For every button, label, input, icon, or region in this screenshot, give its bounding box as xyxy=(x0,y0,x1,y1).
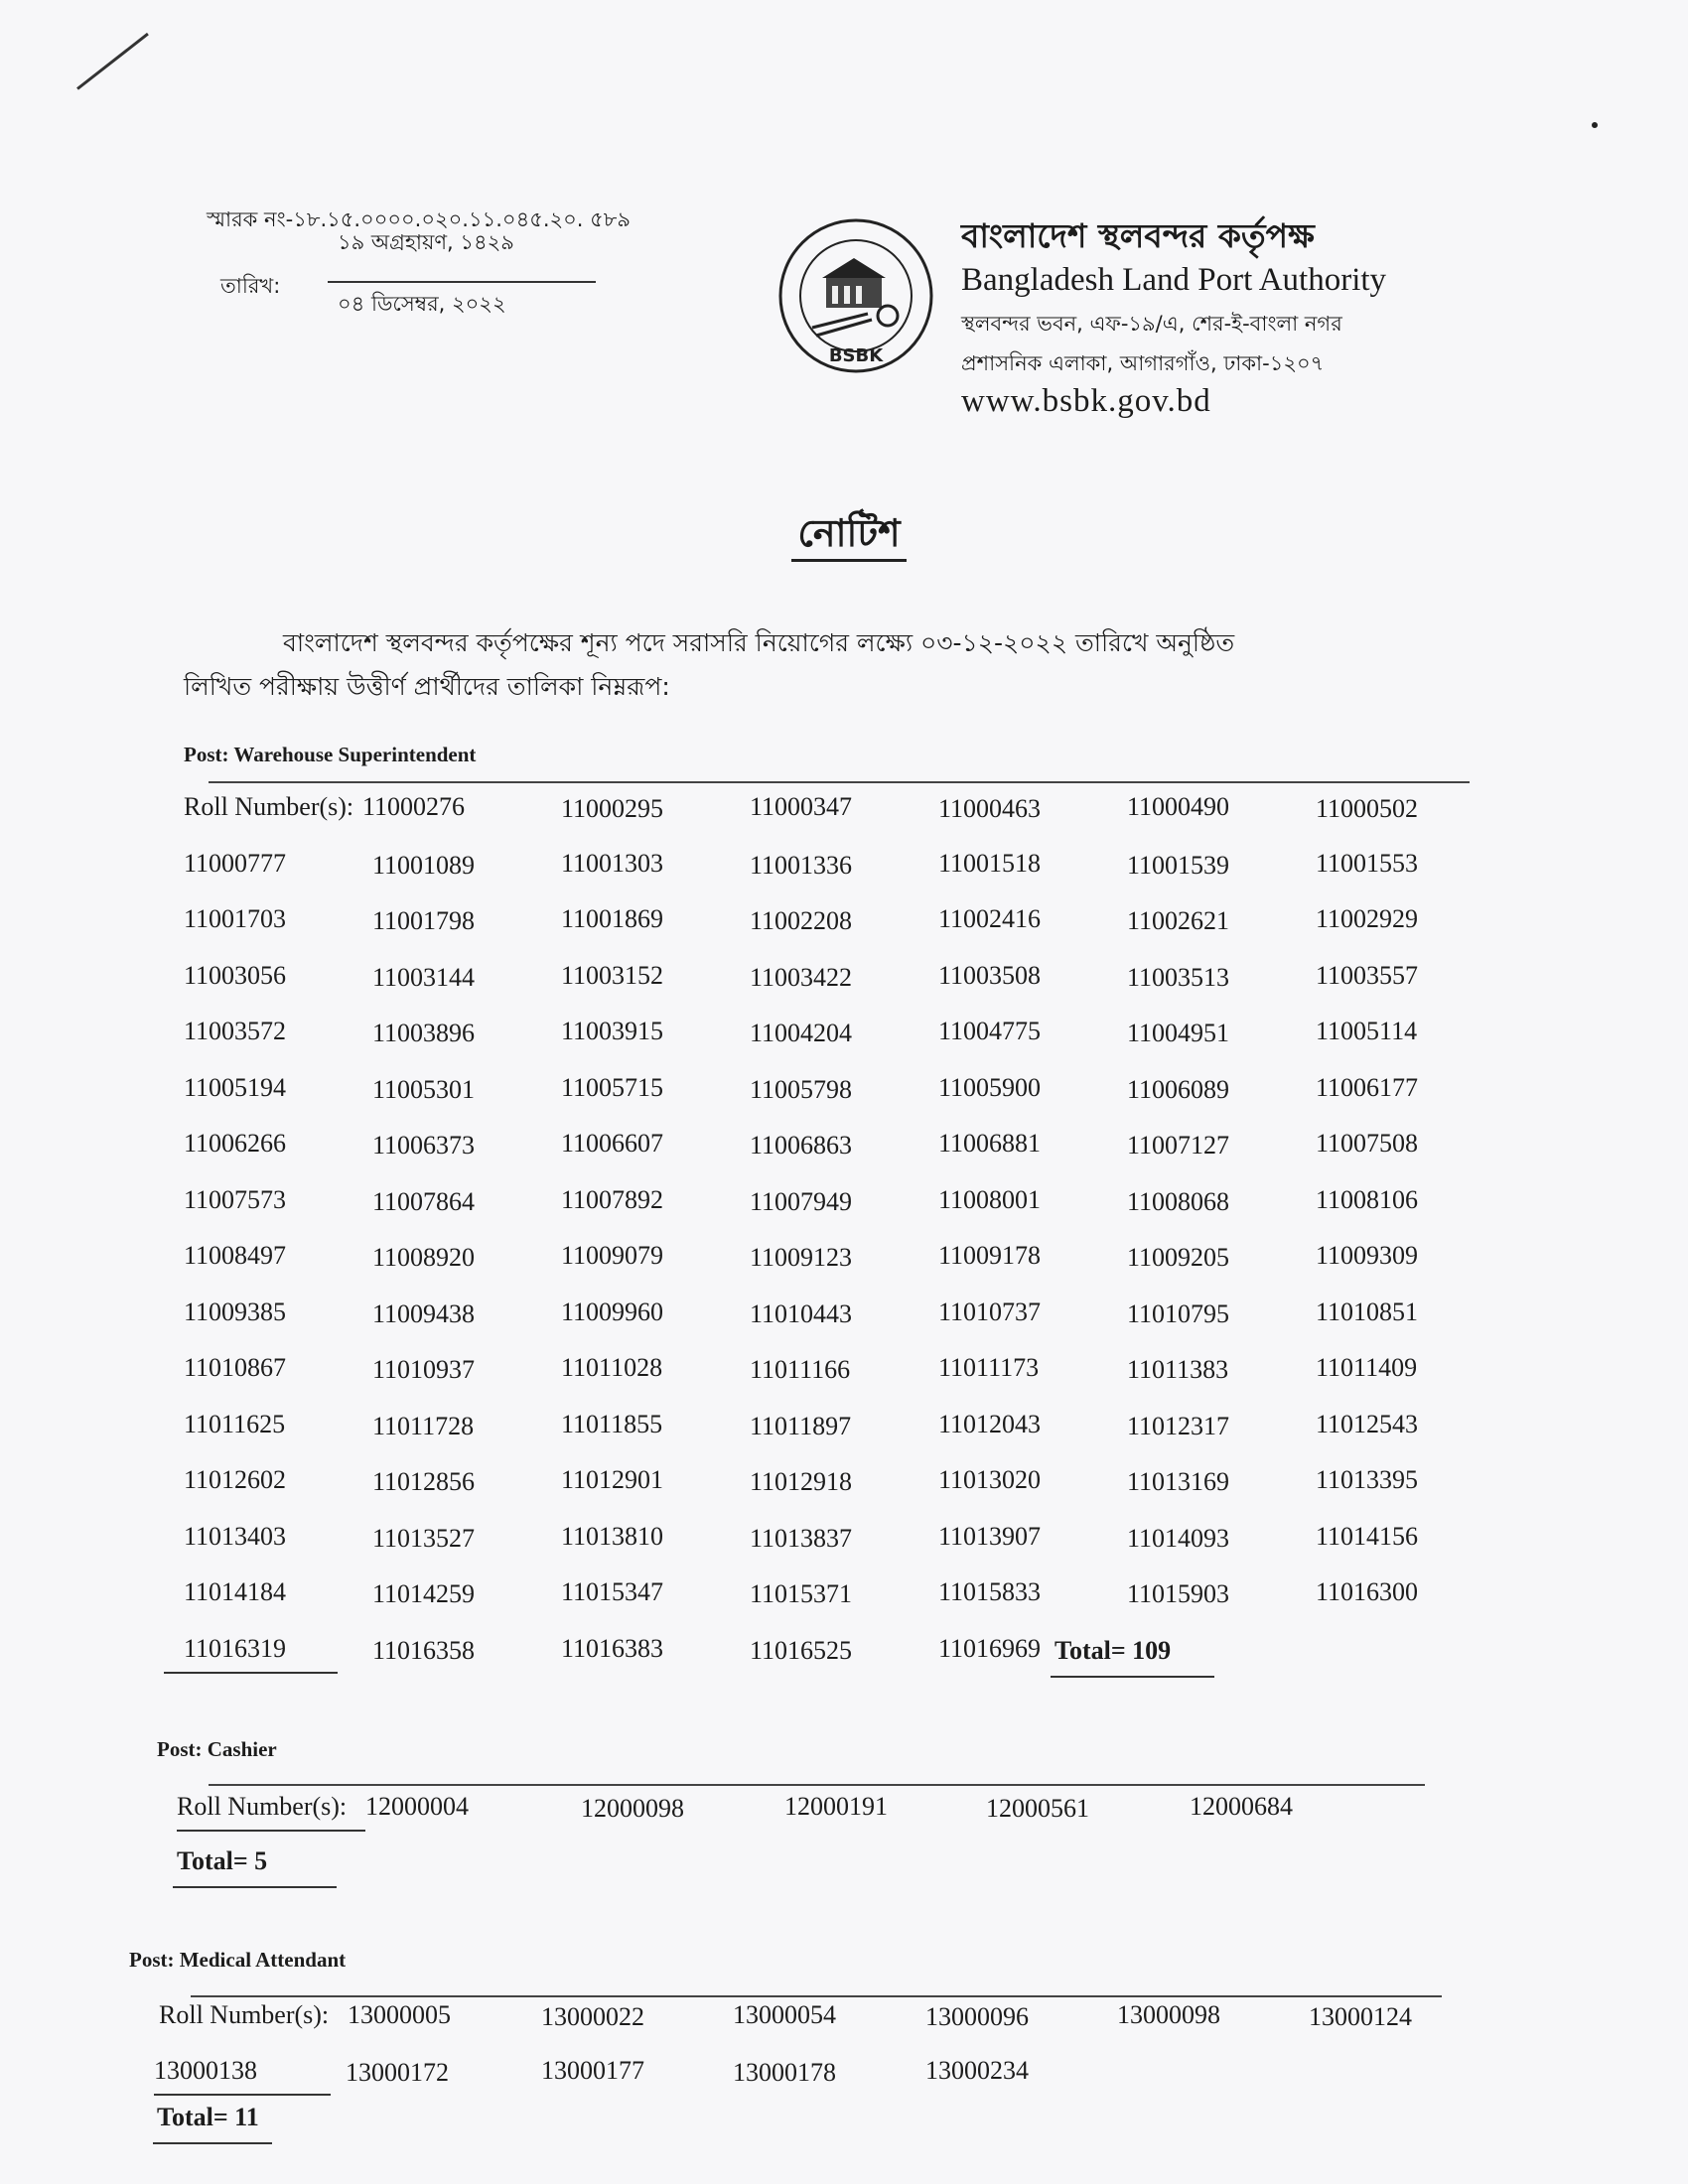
roll-number: 11010795 xyxy=(1127,1298,1230,1328)
roll-number: 11014156 xyxy=(1316,1521,1419,1551)
roll-number: 13000096 xyxy=(925,2002,1029,2031)
cell-underline xyxy=(164,1672,338,1674)
roll-number: 11000490 xyxy=(1127,792,1230,821)
roll-number: 11010851 xyxy=(1316,1297,1419,1326)
roll-number: 11000347 xyxy=(750,792,853,821)
roll-number: 11005114 xyxy=(1316,1017,1418,1045)
date-bangla: ১৯ অগ্রহায়ণ, ১৪২৯ xyxy=(338,230,514,254)
roll-number: 12000004 xyxy=(365,1792,469,1821)
roll-number: 11000502 xyxy=(1316,794,1419,823)
roll-number: 11009123 xyxy=(750,1243,853,1272)
roll-number: 11011173 xyxy=(938,1353,1040,1382)
website: www.bsbk.gov.bd xyxy=(961,383,1211,419)
roll-number: 13000124 xyxy=(1309,2002,1412,2031)
roll-number: 11008068 xyxy=(1127,1186,1230,1216)
roll-number: 11005301 xyxy=(372,1074,476,1104)
roll-number: 12000561 xyxy=(986,1794,1089,1823)
roll-number: 11013169 xyxy=(1127,1467,1230,1496)
roll-number: 11011028 xyxy=(561,1353,663,1382)
roll-number-label: Roll Number(s): xyxy=(159,2000,330,2029)
roll-number: 11012901 xyxy=(561,1465,664,1494)
roll-number: 11002929 xyxy=(1316,904,1419,933)
roll-number: 11003056 xyxy=(184,960,287,990)
roll-number: 13000098 xyxy=(1117,2000,1220,2029)
roll-number: 11013810 xyxy=(561,1521,664,1551)
roll-number: 11009178 xyxy=(938,1241,1042,1270)
post-total: Total= 11 xyxy=(157,2103,259,2131)
roll-number: 11002208 xyxy=(750,906,853,935)
roll-number: 11006177 xyxy=(1316,1072,1419,1102)
roll-number: 11003572 xyxy=(184,1017,287,1045)
roll-number: 11009960 xyxy=(561,1297,664,1326)
roll-number: 11001089 xyxy=(372,850,476,880)
roll-number: 11003557 xyxy=(1316,960,1419,990)
roll-number: 11016525 xyxy=(750,1635,853,1665)
post-divider xyxy=(191,1995,1442,1997)
notice-intro-line-2: লিখিত পরীক্ষায় উত্তীর্ণ প্রার্থীদের তালিকা নিম্নরূপ: xyxy=(184,672,670,701)
roll-number: 11005715 xyxy=(561,1072,664,1102)
roll-number: 11001553 xyxy=(1316,848,1419,878)
roll-number: 12000684 xyxy=(1190,1792,1293,1821)
roll-label-underline xyxy=(177,1830,365,1832)
roll-number: 11003144 xyxy=(372,962,476,992)
roll-number-label: Roll Number(s): xyxy=(177,1792,348,1821)
roll-number: 11000295 xyxy=(561,794,664,823)
roll-number: 11007127 xyxy=(1127,1131,1230,1160)
roll-number: 11001539 xyxy=(1127,850,1230,880)
total-underline xyxy=(1051,1676,1214,1678)
roll-number: 11016383 xyxy=(561,1633,664,1663)
bsbk-seal-logo xyxy=(776,216,935,375)
roll-number: 11015371 xyxy=(750,1579,853,1608)
roll-number: 11003896 xyxy=(372,1019,476,1047)
roll-number: 11013395 xyxy=(1316,1465,1419,1494)
roll-number: 12000191 xyxy=(784,1792,888,1821)
roll-number: 11015833 xyxy=(938,1577,1042,1606)
post-label: Post: Cashier xyxy=(157,1737,277,1761)
roll-number: 11001518 xyxy=(938,848,1042,878)
roll-number: 11010737 xyxy=(938,1297,1042,1326)
ink-dot xyxy=(1592,122,1598,128)
roll-number: 11009309 xyxy=(1316,1241,1419,1270)
roll-number: 11002416 xyxy=(938,904,1042,933)
roll-number: 11016319 xyxy=(184,1633,287,1663)
roll-number: 11013907 xyxy=(938,1521,1042,1551)
roll-number: 11014184 xyxy=(184,1577,287,1606)
date-english: ০৪ ডিসেম্বর, ২০২২ xyxy=(338,292,506,316)
roll-number: 11010937 xyxy=(372,1355,476,1384)
notice-title xyxy=(0,504,1688,568)
roll-number: 11011855 xyxy=(561,1409,663,1438)
org-name-bangla: বাংলাদেশ স্থলবন্দর কর্তৃপক্ষ xyxy=(961,216,1315,255)
roll-number: 11008497 xyxy=(184,1241,287,1270)
roll-number: 11008920 xyxy=(372,1243,476,1272)
roll-number: 11000777 xyxy=(184,848,287,878)
pen-scratch-mark xyxy=(76,33,149,90)
post-divider xyxy=(209,781,1470,783)
roll-number: 11001303 xyxy=(561,848,664,878)
roll-number: 11006373 xyxy=(372,1131,476,1160)
date-divider xyxy=(328,281,596,283)
roll-number: 11013020 xyxy=(938,1465,1042,1494)
roll-number: 11007573 xyxy=(184,1184,287,1214)
roll-number: 11001798 xyxy=(372,906,476,935)
roll-number: 11001703 xyxy=(184,904,287,933)
address-line-2: প্রশাসনিক এলাকা, আগারগাঁও, ঢাকা-১২০৭ xyxy=(961,351,1325,375)
roll-number: 13000138 xyxy=(154,2056,257,2085)
roll-number: 11012856 xyxy=(372,1467,476,1496)
roll-number: 11006607 xyxy=(561,1129,664,1158)
roll-number: 11013403 xyxy=(184,1521,287,1551)
roll-number: 11016358 xyxy=(372,1635,476,1665)
date-label: তারিখ: xyxy=(220,274,281,298)
roll-number: 11005798 xyxy=(750,1074,853,1104)
roll-number: 11011897 xyxy=(750,1411,852,1440)
roll-number-label: Roll Number(s): xyxy=(184,792,354,821)
roll-number: 11004951 xyxy=(1127,1019,1230,1047)
roll-number: 13000172 xyxy=(346,2058,449,2087)
roll-number: 11012317 xyxy=(1127,1411,1230,1440)
roll-number: 11007949 xyxy=(750,1186,853,1216)
roll-number: 11013527 xyxy=(372,1523,476,1553)
roll-number: 11003508 xyxy=(938,960,1042,990)
roll-number: 12000098 xyxy=(581,1794,684,1823)
address-line-1: স্থলবন্দর ভবন, এফ-১৯/এ, শের-ই-বাংলা নগর xyxy=(961,312,1342,336)
roll-number: 11003152 xyxy=(561,960,664,990)
roll-number: 11016300 xyxy=(1316,1577,1419,1606)
roll-number: 11012043 xyxy=(938,1409,1042,1438)
roll-number: 13000054 xyxy=(733,2000,836,2029)
roll-number: 11015903 xyxy=(1127,1579,1230,1608)
org-name-english: Bangladesh Land Port Authority xyxy=(961,262,1387,298)
roll-number: 11000276 xyxy=(362,792,466,821)
roll-number: 11013837 xyxy=(750,1523,853,1553)
roll-number: 11004204 xyxy=(750,1019,853,1047)
roll-number: 11006881 xyxy=(938,1129,1042,1158)
roll-number: 11007508 xyxy=(1316,1129,1419,1158)
roll-number: 11012602 xyxy=(184,1465,287,1494)
post-label: Post: Medical Attendant xyxy=(129,1948,347,1972)
roll-number: 11007864 xyxy=(372,1186,476,1216)
roll-number: 11011728 xyxy=(372,1411,475,1440)
roll-number: 11014259 xyxy=(372,1579,476,1608)
post-divider xyxy=(209,1784,1425,1786)
roll-number: 13000022 xyxy=(541,2002,644,2031)
roll-number: 11010443 xyxy=(750,1298,853,1328)
roll-number: 11009385 xyxy=(184,1297,287,1326)
total-underline xyxy=(153,2142,272,2144)
post-total: Total= 5 xyxy=(177,1846,268,1875)
roll-number: 11000463 xyxy=(938,794,1042,823)
roll-number: 11003422 xyxy=(750,962,853,992)
roll-number: 11005194 xyxy=(184,1072,287,1102)
roll-number: 11004775 xyxy=(938,1017,1042,1045)
roll-number: 11011625 xyxy=(184,1409,286,1438)
roll-number: 11011383 xyxy=(1127,1355,1229,1384)
memo-number: স্মারক নং-১৮.১৫.০০০০.০২০.১১.০৪৫.২০. ৫৮৯ xyxy=(207,207,632,231)
roll-number: 11016969 xyxy=(938,1633,1042,1663)
roll-number: 11009205 xyxy=(1127,1243,1230,1272)
roll-number: 11008001 xyxy=(938,1184,1042,1214)
roll-number: 11015347 xyxy=(561,1577,664,1606)
roll-number: 11010867 xyxy=(184,1353,287,1382)
total-underline xyxy=(173,1886,337,1888)
post-total: Total= 109 xyxy=(1055,1635,1172,1665)
roll-number: 11005900 xyxy=(938,1072,1042,1102)
roll-number: 11001336 xyxy=(750,850,853,880)
roll-number: 11002621 xyxy=(1127,906,1230,935)
roll-number: 13000178 xyxy=(733,2058,836,2087)
roll-number: 11007892 xyxy=(561,1184,664,1214)
roll-number: 11014093 xyxy=(1127,1523,1230,1553)
roll-number: 11006089 xyxy=(1127,1074,1230,1104)
roll-number: 11011166 xyxy=(750,1355,851,1384)
roll-number: 13000005 xyxy=(348,2000,451,2029)
roll-number: 11003513 xyxy=(1127,962,1230,992)
roll-number: 11011409 xyxy=(1316,1353,1418,1382)
cell-underline xyxy=(154,2094,331,2096)
roll-number: 13000234 xyxy=(925,2056,1029,2085)
roll-number: 11006266 xyxy=(184,1129,287,1158)
post-label: Post: Warehouse Superintendent xyxy=(184,743,477,766)
roll-number: 11008106 xyxy=(1316,1184,1419,1214)
roll-number: 13000177 xyxy=(541,2056,644,2085)
roll-number: 11001869 xyxy=(561,904,664,933)
roll-number: 11003915 xyxy=(561,1017,664,1045)
notice-title-text: নোটিশ xyxy=(791,511,906,562)
notice-intro-line-1: বাংলাদেশ স্থলবন্দর কর্তৃপক্ষের শূন্য পদে সরাসরি নিয়োগের লক্ষ্যে ০৩-১২-২০২২ তারিখে অনুষ্ঠিত xyxy=(283,628,1235,657)
roll-number: 11006863 xyxy=(750,1131,853,1160)
roll-number: 11009438 xyxy=(372,1298,476,1328)
roll-number: 11012918 xyxy=(750,1467,853,1496)
roll-number: 11012543 xyxy=(1316,1409,1419,1438)
seal-text: BSBK xyxy=(828,345,884,366)
roll-number: 11009079 xyxy=(561,1241,664,1270)
